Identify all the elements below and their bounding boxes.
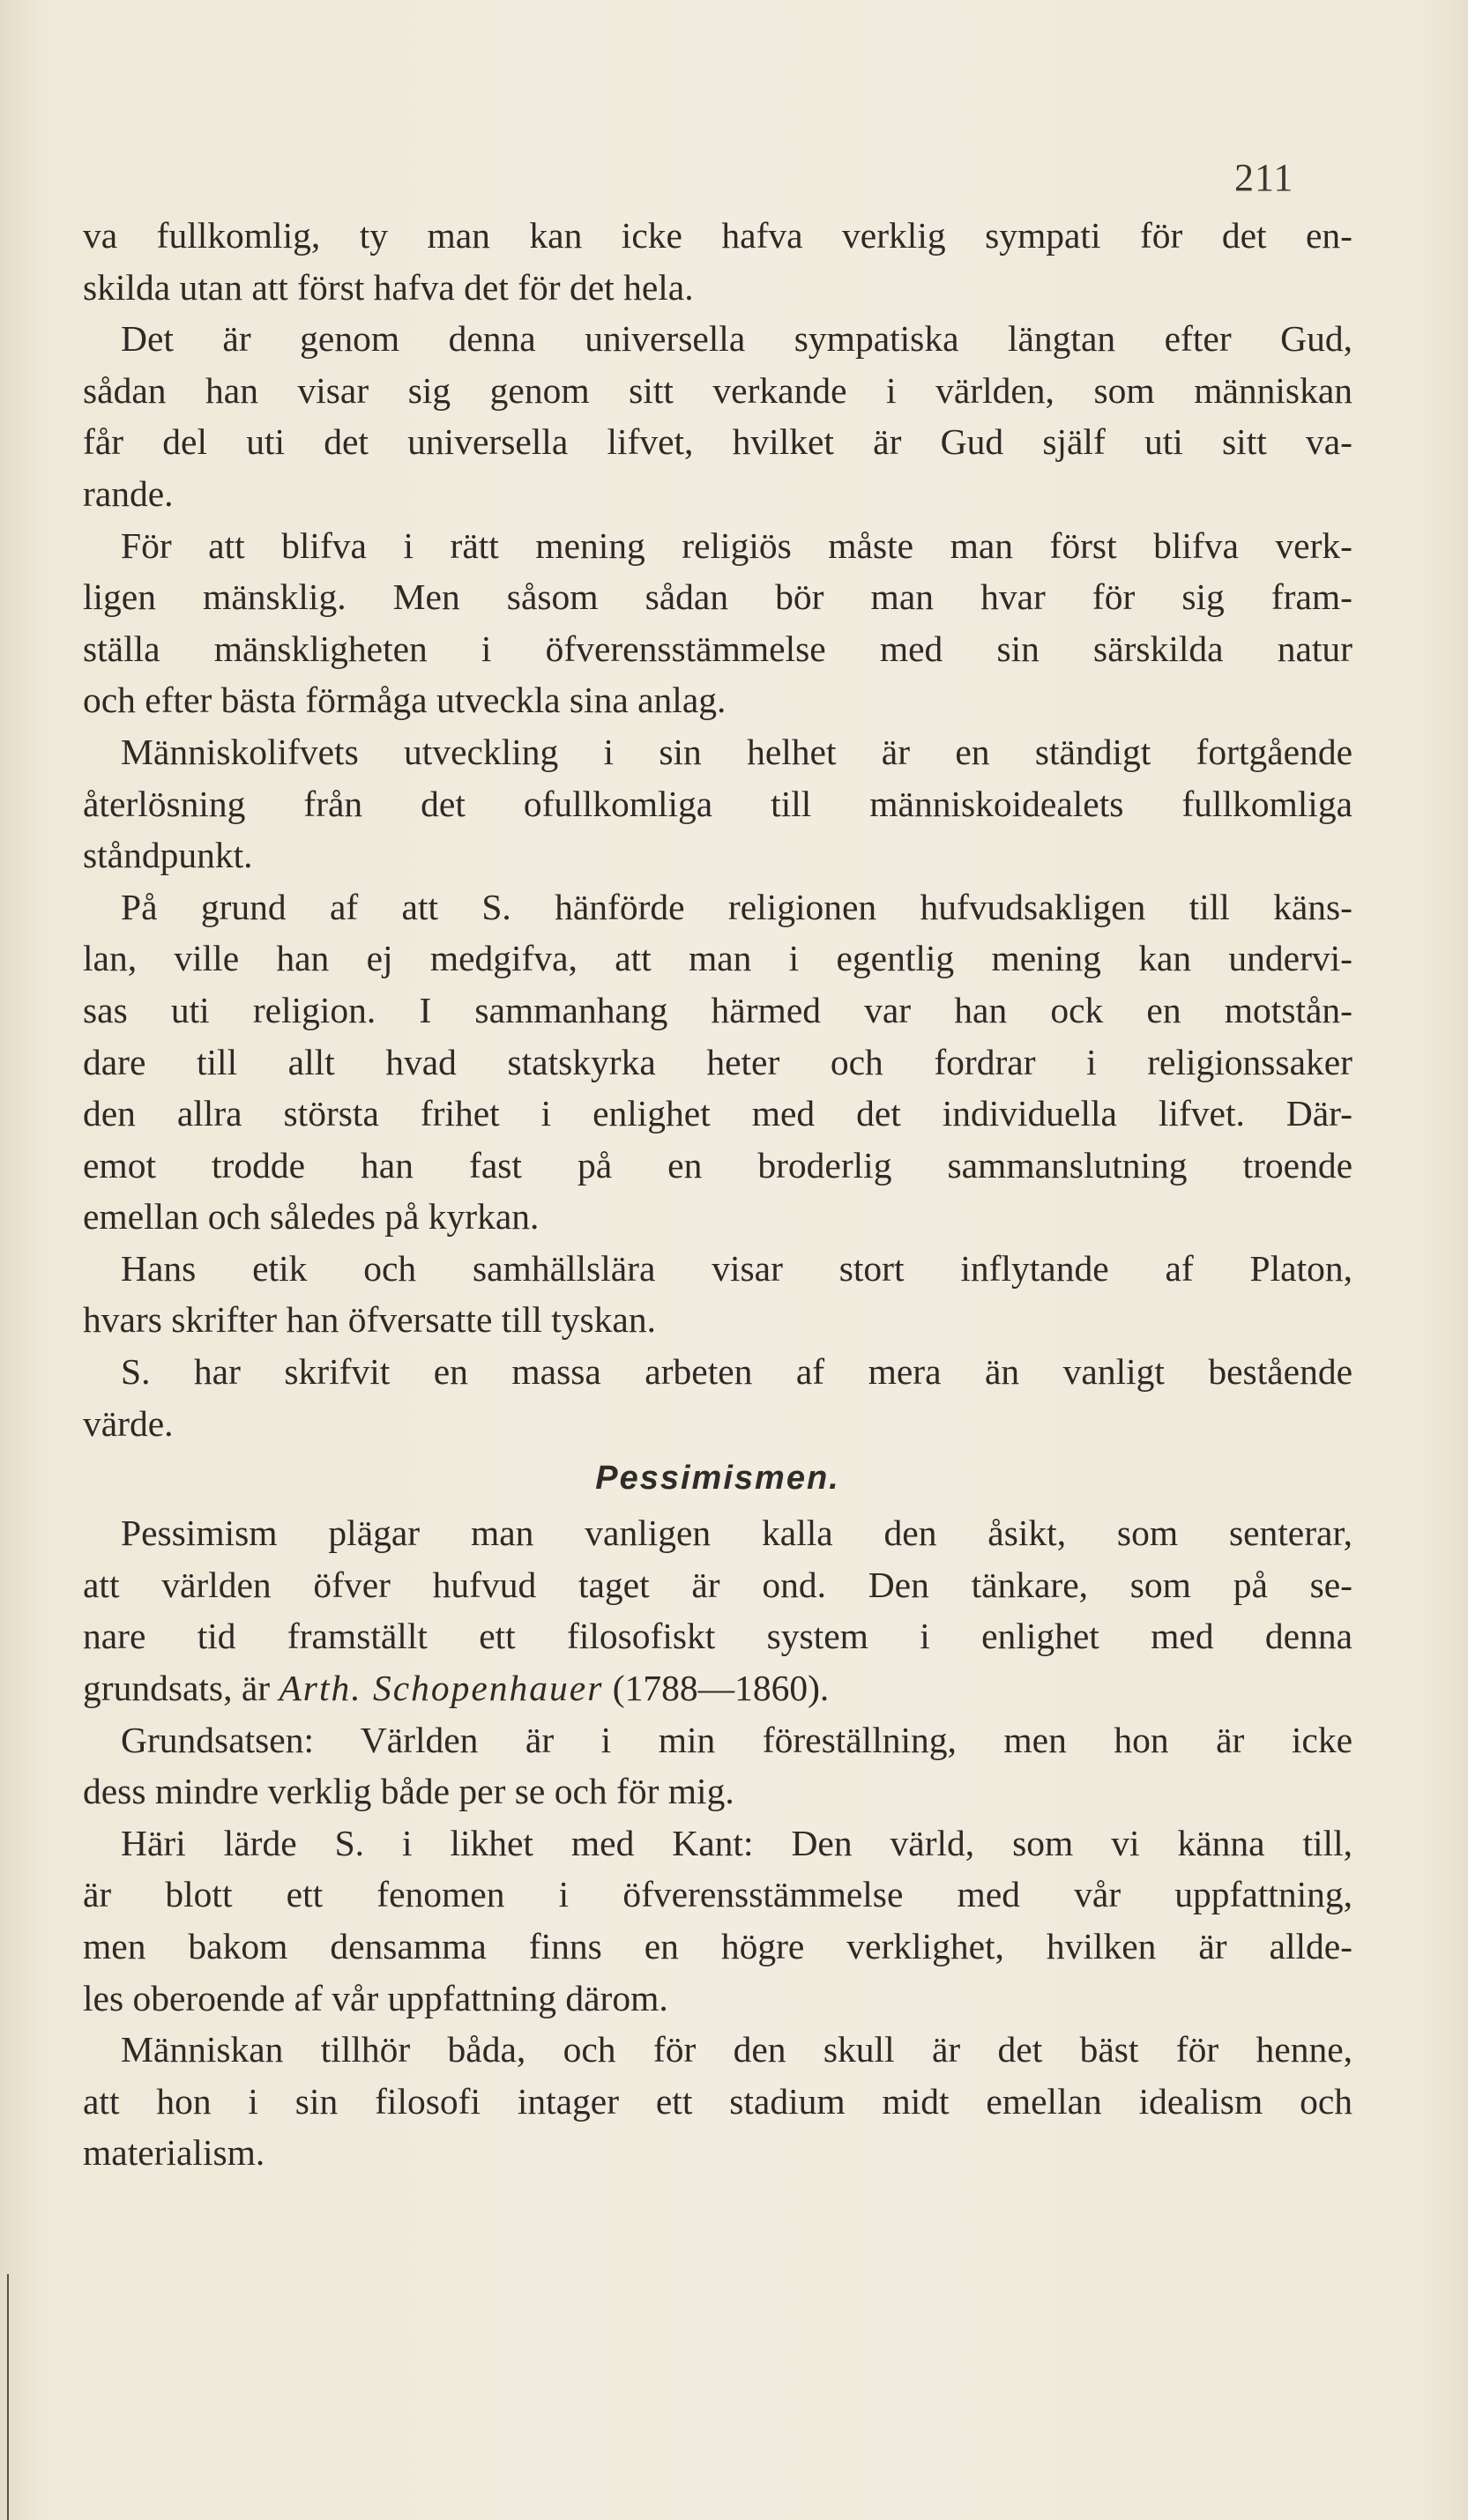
text-line: Det är genom denna universella sympatiska längtan efter Gud,	[121, 318, 1352, 360]
text-line: S. har skrifvit en massa arbeten af mera än vanligt bestående	[121, 1351, 1352, 1393]
line-segment: (1788—1860).	[603, 1668, 830, 1709]
paragraphs-pessimism-intro	[83, 1507, 1352, 1662]
text-line: får del uti det universella lifvet, hvilket är Gud själf uti sitt va-	[83, 421, 1352, 463]
text-line-schopenhauer	[83, 1662, 1352, 1714]
text-line: Människolifvets utveckling i sin helhet är en ständigt fortgående	[121, 731, 1352, 772]
text-line: emot trodde han fast på en broderlig sammanslutning troende	[83, 1144, 1352, 1186]
text-line: Människan tillhör båda, och för den skull är det bäst för henne,	[121, 2029, 1352, 2070]
line-segment: grundsats, är	[83, 1668, 279, 1709]
text-line: och efter bästa förmåga utveckla sina anlag.	[83, 680, 727, 721]
text-line: va fullkomlig, ty man kan icke hafva verklig sympati för det en-	[83, 215, 1352, 256]
paragraphs-schleiermacher	[83, 210, 1352, 1449]
text-line: hvars skrifter han öfversatte till tyskan.	[83, 1299, 656, 1341]
text-line: ställa mänskligheten i öfverensstämmelse med sin särskilda natur	[83, 628, 1352, 669]
page-number: 211	[1234, 156, 1294, 199]
text-line: värde.	[83, 1402, 174, 1444]
paragraphs-pessimism-body	[83, 1714, 1352, 2179]
text-line: men bakom densamma finns en högre verklighet, hvilken är allde-	[83, 1926, 1352, 1966]
text-line: nare tid framställt ett filosofiskt system i enlighet med denna	[83, 1616, 1352, 1657]
author-name: Arth. Schopenhauer	[279, 1668, 604, 1709]
text-line: att hon i sin filosofi intager ett stadium midt emellan idealism och	[83, 2080, 1352, 2122]
text-line: skilda utan att först hafva det för det hela.	[83, 266, 694, 308]
text-line: För att blifva i rätt mening religiös måste man först blifva verk-	[121, 524, 1352, 566]
text-line: dare till allt hvad statskyrka heter och fordrar i religionssaker	[83, 1041, 1352, 1082]
text-line: sas uti religion. I sammanhang härmed var han ock en motstån-	[83, 989, 1352, 1030]
binding-edge	[7, 2274, 9, 2520]
text-line: ståndpunkt.	[83, 835, 253, 876]
text-line: Pessimism plägar man vanligen kalla den åsikt, som senterar,	[121, 1513, 1352, 1554]
body-text	[83, 210, 1352, 2179]
text-line: På grund af att S. hänförde religionen hufvudsakligen till käns-	[121, 886, 1352, 927]
text-line: les oberoende af vår uppfattning därom.	[83, 1977, 668, 2018]
text-line: ligen mänsklig. Men såsom sådan bör man hvar för sig fram-	[83, 576, 1352, 618]
text-line: lan, ville han ej medgifva, att man i egentlig mening kan undervi-	[83, 938, 1352, 979]
text-line: rande.	[83, 472, 174, 514]
text-line: materialism.	[83, 2132, 265, 2174]
text-line: att världen öfver hufvud taget är ond. Den tänkare, som på se-	[83, 1564, 1352, 1605]
text-line: är blott ett fenomen i öfverensstämmelse med vår uppfattning,	[83, 1874, 1352, 1915]
text-line: den allra största frihet i enlighet med det individuella lifvet. Där-	[83, 1093, 1352, 1134]
text-line: emellan och således på kyrkan.	[83, 1196, 540, 1238]
text-line: Hans etik och samhällslära visar stort inflytande af Platon,	[121, 1247, 1352, 1289]
text-line: Grundsatsen: Världen är i min föreställning, men hon är icke	[121, 1719, 1352, 1760]
text-line: Häri lärde S. i likhet med Kant: Den värld, som vi känna till,	[121, 1822, 1352, 1863]
text-line: sådan han visar sig genom sitt verkande i världen, som människan	[83, 369, 1352, 411]
section-heading: Pessimismen.	[595, 1460, 840, 1498]
text-line: återlösning från det ofullkomliga till människoidealets fullkomliga	[83, 783, 1352, 824]
text-line: dess mindre verklig både per se och för mig.	[83, 1771, 734, 1812]
